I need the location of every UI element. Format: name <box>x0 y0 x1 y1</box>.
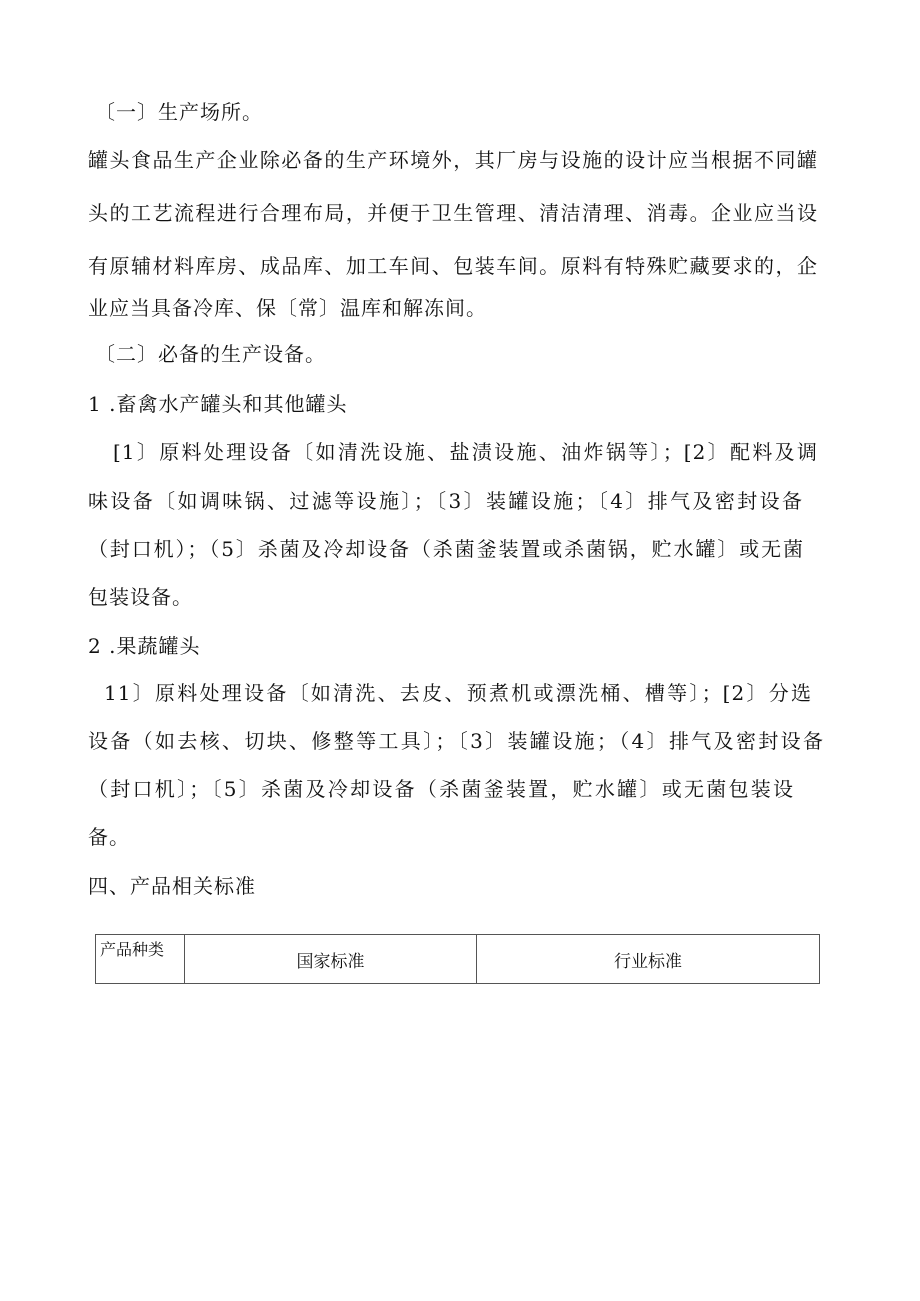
paragraph-line: 有原辅材料库房、成品库、加工车间、包装车间。原料有特殊贮藏要求的，企 <box>88 254 818 278</box>
list-item-line: 设备（如去核、切块、修整等工具〕；〔3〕装罐设施；（4〕排气及密封设备 <box>88 729 824 753</box>
section-heading-production-site: 〔一〕生产场所。 <box>95 100 263 124</box>
paragraph-line: 头的工艺流程进行合理布局，并便于卫生管理、清洁清理、消毒。企业应当设 <box>88 201 818 225</box>
table-header-national-standard: 国家标准 <box>185 935 477 984</box>
list-item-line: （封口机〕；〔5〕杀菌及冷却设备（杀菌釜装置，贮水罐〕或无菌包装设 <box>88 777 794 801</box>
section-heading-standards: 四、产品相关标准 <box>88 874 256 898</box>
paragraph-line: 罐头食品生产企业除必备的生产环境外，其厂房与设施的设计应当根据不同罐 <box>88 148 818 172</box>
list-item-line: 备。 <box>88 825 130 849</box>
list-item-line: 味设备〔如调味锅、过滤等设施〕；〔3〕装罐设施；〔4〕排气及密封设备 <box>88 489 803 513</box>
table-header-row <box>96 935 820 984</box>
list-item-line: 11〕原料处理设备〔如清洗、去皮、预煮机或漂洗桶、槽等〕；[2〕分选 <box>104 681 812 705</box>
list-item-title: 2 .果蔬罐头 <box>88 634 201 658</box>
list-item-line: [1〕原料处理设备〔如清洗设施、盐渍设施、油炸锅等〕；[2〕配料及调 <box>113 440 818 464</box>
list-item-title: 1 .畜禽水产罐头和其他罐头 <box>88 392 348 416</box>
section-heading-equipment: 〔二〕必备的生产设备。 <box>95 342 326 366</box>
list-item-line: 包装设备。 <box>88 585 193 609</box>
table-header-industry-standard: 行业标准 <box>477 935 820 984</box>
table-header-product-category: 产品种类 <box>96 935 185 984</box>
list-item-line: （封口机）；（5〕杀菌及冷却设备（杀菌釜装置或杀菌锅，贮水罐〕或无菌 <box>88 537 804 561</box>
standards-table <box>95 934 820 984</box>
paragraph-line: 业应当具备冷库、保〔常〕温库和解冻间。 <box>88 296 487 320</box>
